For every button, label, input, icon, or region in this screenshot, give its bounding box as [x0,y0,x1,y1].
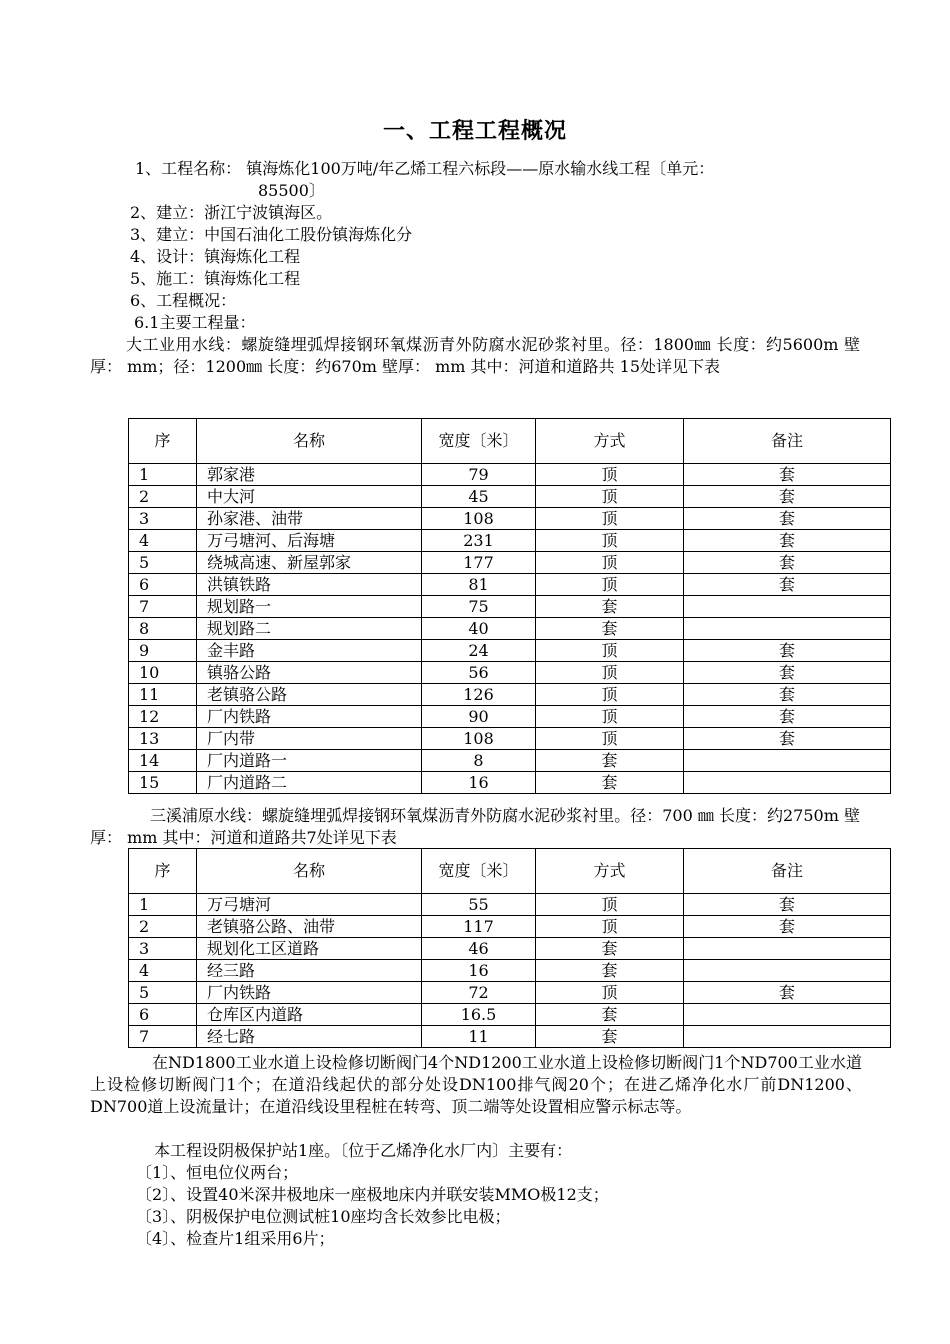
row-width: 108 [422,508,536,530]
row-width: 24 [422,640,536,662]
table-header-row [129,849,891,894]
header-name: 名称 [197,419,422,464]
row-number: 4 [129,960,197,982]
row-name: 洪镇铁路 [197,574,422,596]
row-name: 规划路二 [197,618,422,640]
row-width: 126 [422,684,536,706]
row-mode: 顶 [536,684,684,706]
row-name: 仓库区内道路 [197,1004,422,1026]
row-name: 中大河 [197,486,422,508]
row-width: 75 [422,596,536,618]
header-width: 宽度〔米〕 [422,849,536,894]
row-width: 81 [422,574,536,596]
row-width: 16 [422,772,536,794]
row-mode: 套 [536,750,684,772]
row-mode: 顶 [536,982,684,1004]
table-row [129,486,891,508]
table-row [129,552,891,574]
row-note [684,750,891,772]
main-quantities-heading: 6.1主要工程量： [134,313,256,332]
header-no: 序 [129,419,197,464]
project-unit-line: 85500〕 [258,181,325,200]
row-number: 3 [129,508,197,530]
row-name: 老镇骆公路 [197,684,422,706]
row-mode: 顶 [536,706,684,728]
list-item: 〔2〕、设置40米深井极地床一座极地床内并联安装MMO极12支； [136,1185,609,1204]
row-note [684,772,891,794]
row-mode: 顶 [536,728,684,750]
row-width: 231 [422,530,536,552]
row-mode: 顶 [536,662,684,684]
header-no: 序 [129,849,197,894]
row-width: 117 [422,916,536,938]
row-number: 11 [129,684,197,706]
row-number: 2 [129,486,197,508]
row-width: 72 [422,982,536,1004]
row-name: 孙家港、油带 [197,508,422,530]
row-number: 7 [129,1026,197,1048]
row-note: 套 [684,530,891,552]
page-title: 一、工程工程概况 [382,119,567,144]
row-mode: 顶 [536,464,684,486]
row-number: 5 [129,982,197,1004]
row-number: 3 [129,938,197,960]
table-row [129,750,891,772]
row-name: 老镇骆公路、油带 [197,916,422,938]
row-width: 11 [422,1026,536,1048]
project-name-line: 1、工程名称： 镇海炼化100万吨/年乙烯工程六标段——原水输水线工程〔单元： [135,159,715,178]
row-mode: 顶 [536,574,684,596]
header-note: 备注 [684,849,891,894]
table-row [129,916,891,938]
list-item: 〔1〕、恒电位仪两台； [136,1163,299,1182]
row-name: 郭家港 [197,464,422,486]
row-mode: 套 [536,1026,684,1048]
row-note: 套 [684,508,891,530]
row-note: 套 [684,640,891,662]
table-row [129,1026,891,1048]
row-note: 套 [684,574,891,596]
table-row [129,684,891,706]
row-mode: 套 [536,938,684,960]
header-name: 名称 [197,849,422,894]
row-name: 规划化工区道路 [197,938,422,960]
row-number: 13 [129,728,197,750]
table-row [129,894,891,916]
row-number: 4 [129,530,197,552]
row-width: 79 [422,464,536,486]
row-mode: 套 [536,618,684,640]
row-number: 9 [129,640,197,662]
table-row [129,772,891,794]
row-note: 套 [684,464,891,486]
row-name: 绕城高速、新屋郭家 [197,552,422,574]
row-name: 厂内道路一 [197,750,422,772]
row-width: 56 [422,662,536,684]
row-note: 套 [684,706,891,728]
industrial-water-line-paragraph: 大工业用水线：螺旋缝埋弧焊接钢环氧煤沥青外防腐水泥砂浆衬里。径：1800㎜ 长度：约5600m 壁厚： mm；径：1200㎜ 长度：约670m 壁厚： mm 其中：河道和道路共 15处详见下表 [90,335,860,376]
row-note [684,938,891,960]
row-note: 套 [684,662,891,684]
row-width: 40 [422,618,536,640]
row-number: 1 [129,464,197,486]
row-mode: 顶 [536,530,684,552]
row-number: 8 [129,618,197,640]
row-mode: 套 [536,960,684,982]
row-name: 经七路 [197,1026,422,1048]
header-note: 备注 [684,419,891,464]
row-note: 套 [684,982,891,1004]
row-number: 7 [129,596,197,618]
overview-heading: 6、工程概况： [130,291,237,310]
owner-line: 3、建立：中国石油化工股份镇海炼化分 [130,225,413,244]
row-note [684,618,891,640]
table-row [129,938,891,960]
construction-location: 2、建立：浙江宁波镇海区。 [130,203,333,222]
table-row [129,464,891,486]
row-width: 16.5 [422,1004,536,1026]
table-header-row [129,419,891,464]
sanxipu-water-line-paragraph: 三溪浦原水线：螺旋缝埋弧焊接钢环氧煤沥青外防腐水泥砂浆衬里。径：700 ㎜ 长度：约2750m 壁厚： mm 其中：河道和道路共7处详见下表 [90,806,860,847]
row-note: 套 [684,728,891,750]
row-note: 套 [684,552,891,574]
row-note [684,960,891,982]
table-row [129,662,891,684]
row-mode: 顶 [536,508,684,530]
design-line: 4、设计：镇海炼化工程 [130,247,301,266]
cathodic-protection-intro: 本工程设阴极保护站1座。〔位于乙烯净化水厂内〕主要有： [154,1141,573,1160]
row-name: 厂内带 [197,728,422,750]
row-mode: 顶 [536,486,684,508]
row-number: 10 [129,662,197,684]
row-note: 套 [684,916,891,938]
table-row [129,706,891,728]
table-row [129,960,891,982]
sanxipu-crossing-table [128,848,891,1048]
table-row [129,530,891,552]
valves-paragraph: 在ND1800工业水道上设检修切断阀门4个ND1200工业水道上设检修切断阀门1个ND700工业水道上设检修切断阀门1个；在道沿线起伏的部分处设DN100排气阀20个；在进乙烯净化水厂前DN1200、DN700道上设流量计；在道沿线设里程桩在转弯、顶二端等处设置相应警示标志等。 [90,1053,862,1116]
row-number: 5 [129,552,197,574]
table-row [129,574,891,596]
row-mode: 套 [536,772,684,794]
row-width: 16 [422,960,536,982]
table-row [129,728,891,750]
row-width: 45 [422,486,536,508]
row-mode: 套 [536,596,684,618]
contractor-line: 5、施工：镇海炼化工程 [130,269,301,288]
row-name: 经三路 [197,960,422,982]
row-width: 8 [422,750,536,772]
header-mode: 方式 [536,419,684,464]
table-row [129,982,891,1004]
row-number: 15 [129,772,197,794]
table-row [129,618,891,640]
row-note [684,1004,891,1026]
row-name: 规划路一 [197,596,422,618]
row-number: 12 [129,706,197,728]
industrial-water-crossing-table [128,418,891,794]
row-mode: 顶 [536,894,684,916]
header-mode: 方式 [536,849,684,894]
row-name: 厂内道路二 [197,772,422,794]
row-note: 套 [684,486,891,508]
row-name: 厂内铁路 [197,706,422,728]
table-row [129,596,891,618]
row-number: 1 [129,894,197,916]
row-number: 14 [129,750,197,772]
row-mode: 顶 [536,916,684,938]
list-item: 〔3〕、阴极保护电位测试桩10座均含长效参比电极； [136,1207,511,1226]
list-item: 〔4〕、检查片1组采用6片； [136,1229,335,1248]
row-name: 镇骆公路 [197,662,422,684]
row-note: 套 [684,684,891,706]
header-width: 宽度〔米〕 [422,419,536,464]
table-row [129,1004,891,1026]
row-number: 2 [129,916,197,938]
row-width: 90 [422,706,536,728]
row-name: 万弓塘河 [197,894,422,916]
row-width: 108 [422,728,536,750]
row-name: 金丰路 [197,640,422,662]
row-name: 厂内铁路 [197,982,422,1004]
row-width: 177 [422,552,536,574]
row-note [684,1026,891,1048]
row-mode: 顶 [536,552,684,574]
row-mode: 顶 [536,640,684,662]
row-width: 55 [422,894,536,916]
row-mode: 套 [536,1004,684,1026]
row-note: 套 [684,894,891,916]
row-number: 6 [129,574,197,596]
row-width: 46 [422,938,536,960]
row-number: 6 [129,1004,197,1026]
row-name: 万弓塘河、后海塘 [197,530,422,552]
table-row [129,508,891,530]
row-note [684,596,891,618]
table-row [129,640,891,662]
